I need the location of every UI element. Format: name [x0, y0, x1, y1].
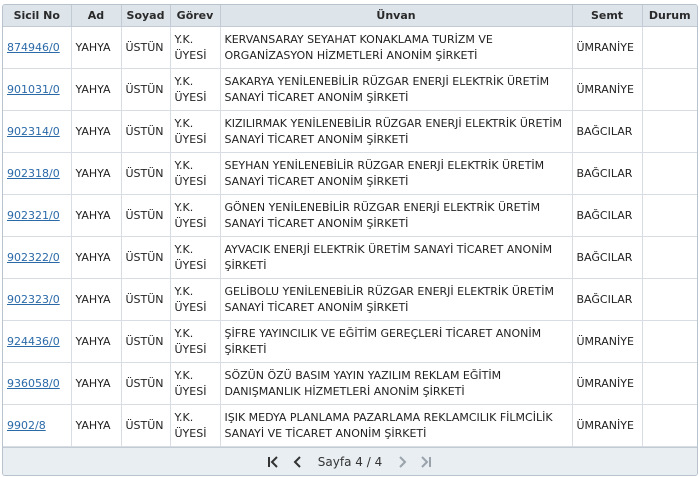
table-row — [3, 69, 697, 111]
soyad-cell: ÜSTÜN — [121, 237, 170, 279]
unvan-cell: GELİBOLU YENİLENEBİLİR RÜZGAR ENERJİ ELEKTRİK ÜRETİM SANAYİ TİCARET ANONİM ŞİRKETİ — [220, 279, 572, 321]
sicil-link[interactable]: 874946/0 — [7, 40, 60, 54]
gorev-cell: Y.K. ÜYESİ — [170, 363, 220, 405]
last-page-button[interactable] — [418, 454, 434, 470]
header-row — [3, 5, 697, 27]
soyad-cell: ÜSTÜN — [121, 321, 170, 363]
semt-cell: BAĞCILAR — [572, 111, 642, 153]
soyad-cell: ÜSTÜN — [121, 279, 170, 321]
gorev-cell: Y.K. ÜYESİ — [170, 195, 220, 237]
soyad-cell: ÜSTÜN — [121, 153, 170, 195]
sicil-link[interactable]: 901031/0 — [7, 82, 60, 96]
table-row — [3, 27, 697, 69]
soyad-cell: ÜSTÜN — [121, 195, 170, 237]
durum-cell — [642, 27, 697, 69]
column-header-semt[interactable]: Semt — [572, 5, 642, 27]
unvan-cell: GÖNEN YENİLENEBİLİR RÜZGAR ENERJİ ELEKTRİK ÜRETİM SANAYİ TİCARET ANONİM ŞİRKETİ — [220, 195, 572, 237]
durum-cell — [642, 69, 697, 111]
gorev-cell: Y.K. ÜYESİ — [170, 279, 220, 321]
unvan-cell: SÖZÜN ÖZÜ BASIM YAYIN YAZILIM REKLAM EĞİTİM DANIŞMANLIK HİZMETLERİ ANONİM ŞİRKETİ — [220, 363, 572, 405]
sicil-link[interactable]: 902318/0 — [7, 166, 60, 180]
column-header-ad[interactable]: Ad — [71, 5, 121, 27]
gorev-cell: Y.K. ÜYESİ — [170, 405, 220, 447]
sicil-link[interactable]: 902322/0 — [7, 250, 60, 264]
soyad-cell: ÜSTÜN — [121, 363, 170, 405]
ad-cell: YAHYA — [71, 363, 121, 405]
column-header-durum[interactable]: Durum — [642, 5, 697, 27]
semt-cell: ÜMRANİYE — [572, 27, 642, 69]
semt-cell: BAĞCILAR — [572, 237, 642, 279]
next-page-icon — [397, 456, 407, 468]
first-page-button[interactable] — [266, 454, 282, 470]
unvan-cell: ŞİFRE YAYINCILIK VE EĞİTİM GEREÇLERİ TİCARET ANONİM ŞİRKETİ — [220, 321, 572, 363]
gorev-cell: Y.K. ÜYESİ — [170, 111, 220, 153]
durum-cell — [642, 195, 697, 237]
sicil-link[interactable]: 902321/0 — [7, 208, 60, 222]
unvan-cell: KIZILIRMAK YENİLENEBİLİR RÜZGAR ENERJİ ELEKTRİK ÜRETİM SANAYİ TİCARET ANONİM ŞİRKETİ — [220, 111, 572, 153]
semt-cell: ÜMRANİYE — [572, 405, 642, 447]
first-page-icon — [267, 456, 281, 468]
semt-cell: BAĞCILAR — [572, 279, 642, 321]
durum-cell — [642, 279, 697, 321]
pagination-bar — [3, 447, 697, 476]
unvan-cell: SAKARYA YENİLENEBİLİR RÜZGAR ENERJİ ELEKTRİK ÜRETİM SANAYİ TİCARET ANONİM ŞİRKETİ — [220, 69, 572, 111]
sicil-cell — [3, 405, 71, 447]
gorev-cell: Y.K. ÜYESİ — [170, 69, 220, 111]
unvan-cell: KERVANSARAY SEYAHAT KONAKLAMA TURİZM VE ORGANİZASYON HİZMETLERİ ANONİM ŞİRKETİ — [220, 27, 572, 69]
table-row — [3, 237, 697, 279]
prev-page-button[interactable] — [290, 454, 306, 470]
prev-page-icon — [293, 456, 303, 468]
soyad-cell: ÜSTÜN — [121, 27, 170, 69]
column-header-gorev[interactable]: Görev — [170, 5, 220, 27]
results-panel — [2, 4, 698, 476]
sicil-cell — [3, 111, 71, 153]
table-row — [3, 405, 697, 447]
table-row — [3, 153, 697, 195]
durum-cell — [642, 363, 697, 405]
semt-cell: ÜMRANİYE — [572, 363, 642, 405]
last-page-icon — [419, 456, 433, 468]
page-indicator: Sayfa 4 / 4 — [317, 455, 383, 469]
semt-cell: ÜMRANİYE — [572, 321, 642, 363]
ad-cell: YAHYA — [71, 111, 121, 153]
gorev-cell: Y.K. ÜYESİ — [170, 27, 220, 69]
ad-cell: YAHYA — [71, 27, 121, 69]
table-row — [3, 195, 697, 237]
column-header-unvan[interactable]: Ünvan — [220, 5, 572, 27]
durum-cell — [642, 237, 697, 279]
table-row — [3, 363, 697, 405]
ad-cell: YAHYA — [71, 195, 121, 237]
gorev-cell: Y.K. ÜYESİ — [170, 237, 220, 279]
sicil-link[interactable]: 924436/0 — [7, 334, 60, 348]
table-body — [3, 27, 697, 447]
table-row — [3, 321, 697, 363]
column-header-soyad[interactable]: Soyad — [121, 5, 170, 27]
sicil-link[interactable]: 902323/0 — [7, 292, 60, 306]
semt-cell: BAĞCILAR — [572, 195, 642, 237]
soyad-cell: ÜSTÜN — [121, 405, 170, 447]
unvan-cell: IŞIK MEDYA PLANLAMA PAZARLAMA REKLAMCILIK FİLMCİLİK SANAYİ VE TİCARET ANONİM ŞİRKETİ — [220, 405, 572, 447]
unvan-cell: AYVACIK ENERJİ ELEKTRİK ÜRETİM SANAYİ TİCARET ANONİM ŞİRKETİ — [220, 237, 572, 279]
durum-cell — [642, 153, 697, 195]
sicil-cell — [3, 363, 71, 405]
sicil-cell — [3, 153, 71, 195]
durum-cell — [642, 111, 697, 153]
ad-cell: YAHYA — [71, 69, 121, 111]
sicil-link[interactable]: 9902/8 — [7, 418, 46, 432]
durum-cell — [642, 321, 697, 363]
table-row — [3, 279, 697, 321]
sicil-cell — [3, 279, 71, 321]
sicil-link[interactable]: 936058/0 — [7, 376, 60, 390]
column-header-sicil[interactable]: Sicil No — [3, 5, 71, 27]
gorev-cell: Y.K. ÜYESİ — [170, 321, 220, 363]
ad-cell: YAHYA — [71, 237, 121, 279]
table-row — [3, 111, 697, 153]
next-page-button[interactable] — [394, 454, 410, 470]
sicil-cell — [3, 27, 71, 69]
soyad-cell: ÜSTÜN — [121, 69, 170, 111]
ad-cell: YAHYA — [71, 279, 121, 321]
results-table — [3, 5, 697, 447]
sicil-cell — [3, 237, 71, 279]
soyad-cell: ÜSTÜN — [121, 111, 170, 153]
semt-cell: ÜMRANİYE — [572, 69, 642, 111]
sicil-cell — [3, 195, 71, 237]
ad-cell: YAHYA — [71, 405, 121, 447]
gorev-cell: Y.K. ÜYESİ — [170, 153, 220, 195]
durum-cell — [642, 405, 697, 447]
sicil-cell — [3, 321, 71, 363]
unvan-cell: SEYHAN YENİLENEBİLİR RÜZGAR ENERJİ ELEKTRİK ÜRETİM SANAYİ TİCARET ANONİM ŞİRKETİ — [220, 153, 572, 195]
sicil-cell — [3, 69, 71, 111]
ad-cell: YAHYA — [71, 153, 121, 195]
semt-cell: BAĞCILAR — [572, 153, 642, 195]
ad-cell: YAHYA — [71, 321, 121, 363]
sicil-link[interactable]: 902314/0 — [7, 124, 60, 138]
